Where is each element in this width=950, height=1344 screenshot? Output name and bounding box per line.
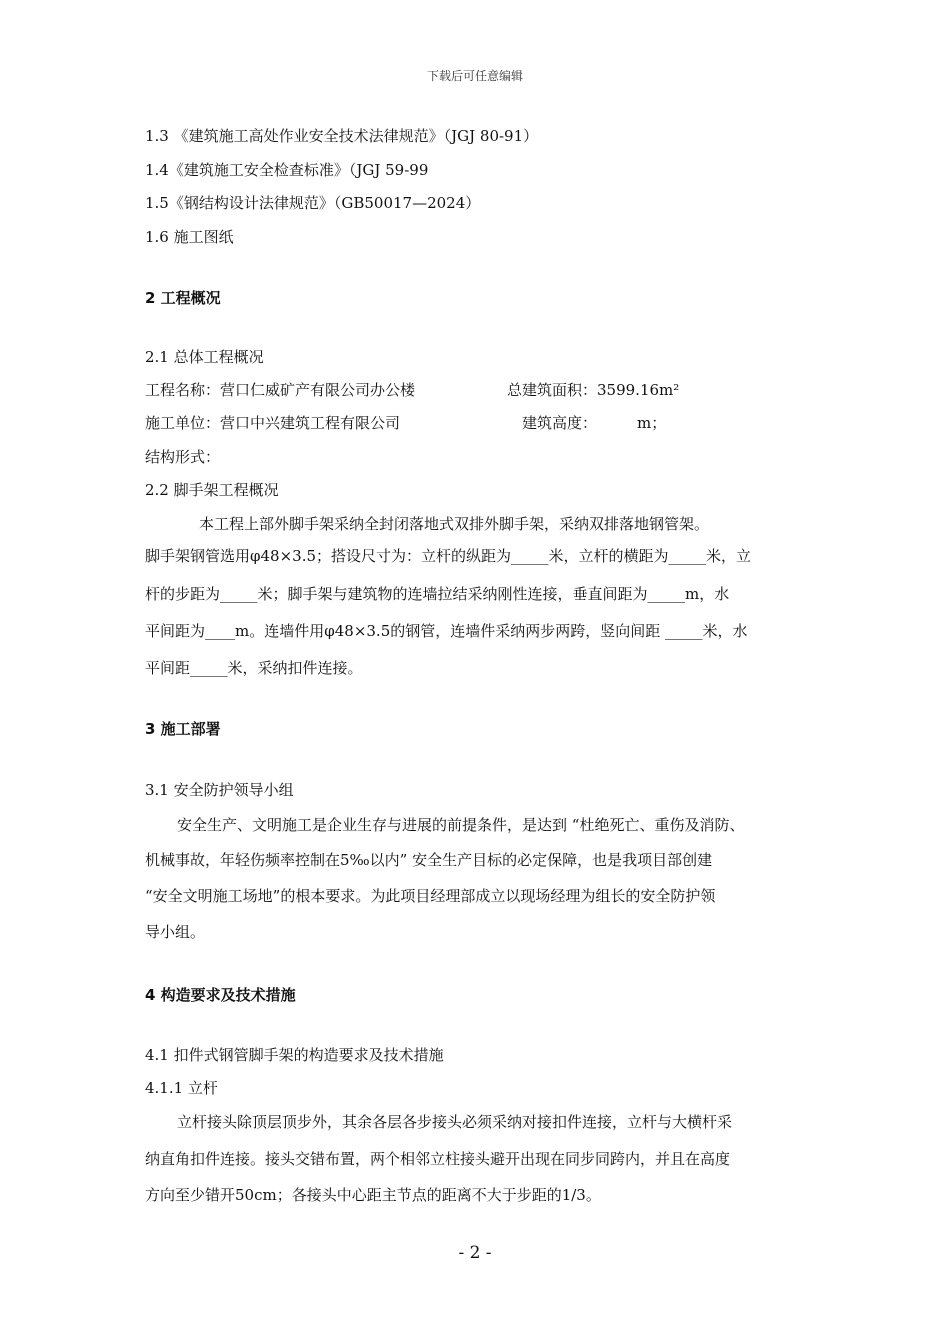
paragraph-line: 安全生产、文明施工是企业生存与进展的前提条件，是达到 “杜绝死亡、重伤及消防、 [177,816,745,834]
paragraph-line: 纳直角扣件连接。接头交错布置，两个相邻立柱接头避开出现在同步同跨内，并且在高度 [145,1150,731,1168]
building-height-unit: m； [637,414,667,432]
page-number: - 2 - [458,1243,492,1263]
subsection-2-1: 2.1 总体工程概况 [145,348,264,366]
paragraph-line: “安全文明施工场地”的根本要求。为此项目经理部成立以现场经理为组长的安全防护领 [145,887,716,905]
paragraph-line: 脚手架钢管选用φ48×3.5；搭设尺寸为：立杆的纵距为_____米，立杆的横距为_____米，立 [145,547,752,565]
reference-1-5: 1.5《钢结构设计法律规范》（GB50017—2024） [145,194,481,212]
reference-1-6: 1.6 施工图纸 [145,228,234,246]
paragraph-line: 平间距为____m。连墙件用φ48×3.5的钢管，连墙件采纳两步两跨，竖向间距 _____米，水 [145,622,748,640]
section-heading-4: 4 构造要求及技术措施 [145,986,296,1004]
reference-1-4: 1.4《建筑施工安全检查标准》（JGJ 59-99 [145,161,429,179]
total-area: 总建筑面积：3599.16m² [507,381,680,399]
structure-form: 结构形式： [145,448,221,466]
section-heading-3: 3 施工部署 [145,720,221,738]
paragraph-line: 立杆接头除顶层顶步外，其余各层各步接头必须采纳对接扣件连接，立杆与大横杆采 [177,1113,733,1131]
section-heading-2: 2 工程概况 [145,289,221,307]
subsection-3-1: 3.1 安全防护领导小组 [145,781,294,799]
subsection-4-1: 4.1 扣件式钢管脚手架的构造要求及技术措施 [145,1046,444,1064]
project-name: 工程名称：营口仁威矿产有限公司办公楼 [145,381,416,399]
paragraph-line: 导小组。 [145,923,206,941]
construction-unit: 施工单位：营口中兴建筑工程有限公司 [145,414,401,432]
paragraph-line: 本工程上部外脚手架采纳全封闭落地式双排外脚手架，采纳双排落地钢管架。 [199,515,710,533]
subsection-2-2: 2.2 脚手架工程概况 [145,481,279,499]
paragraph-line: 平间距_____米，采纳扣件连接。 [145,659,363,677]
building-height-label: 建筑高度： [522,414,598,432]
page-header: 下载后可任意编辑 [426,69,523,83]
reference-1-3: 1.3 《建筑施工高处作业安全技术法律规范》（JGJ 80-91） [145,127,539,145]
paragraph-line: 机械事故，年轻伤频率控制在5‰以内” 安全生产目标的必定保障，也是我项目部创建 [145,851,713,869]
paragraph-line: 杆的步距为_____米；脚手架与建筑物的连墙拉结采纳刚性连接，垂直间距为_____m，水 [145,585,730,603]
paragraph-line: 方向至少错开50cm；各接头中心距主节点的距离不大于步距的1/3。 [145,1186,601,1204]
subsection-4-1-1: 4.1.1 立杆 [145,1079,218,1097]
